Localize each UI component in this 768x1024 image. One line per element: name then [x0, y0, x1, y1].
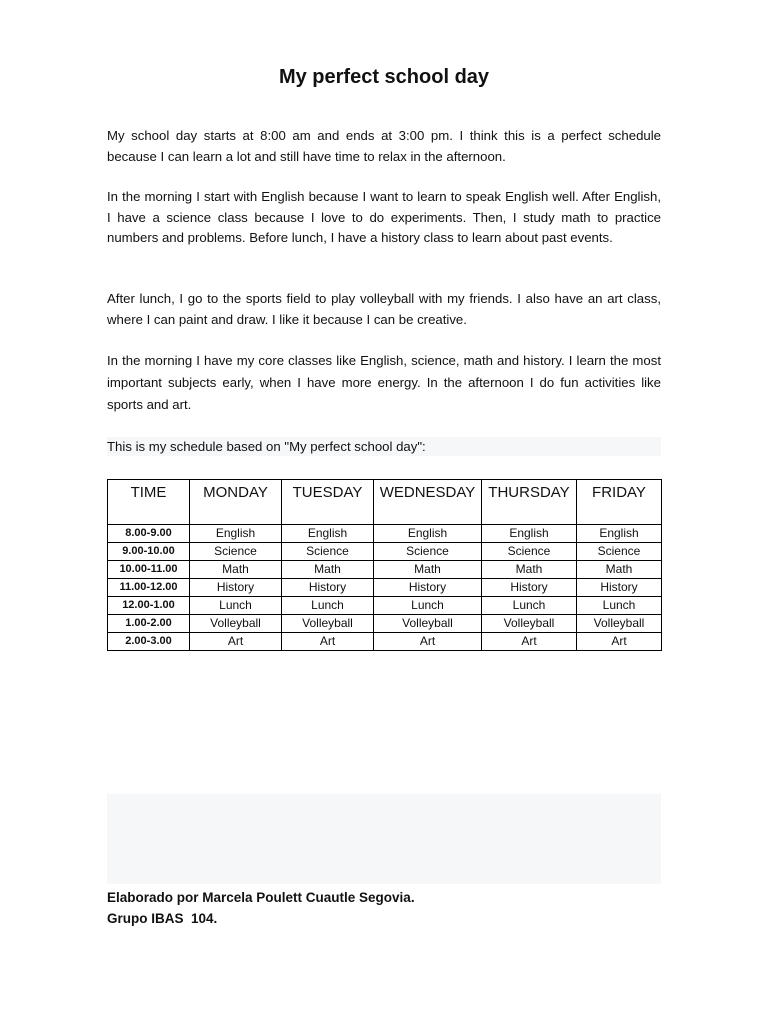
table-row	[108, 561, 662, 579]
class-cell: Art	[374, 633, 482, 651]
class-cell: History	[374, 579, 482, 597]
class-cell: Science	[577, 543, 662, 561]
class-cell: Lunch	[482, 597, 577, 615]
class-cell: Math	[482, 561, 577, 579]
header-time: TIME	[108, 480, 190, 525]
class-cell: Art	[482, 633, 577, 651]
class-cell: Art	[577, 633, 662, 651]
table-row	[108, 525, 662, 543]
author-credit: Elaborado por Marcela Poulett Cuautle Segovia.	[107, 890, 415, 905]
class-cell: English	[190, 525, 282, 543]
class-cell: Science	[190, 543, 282, 561]
time-cell: 10.00-11.00	[108, 561, 190, 579]
class-cell: History	[577, 579, 662, 597]
class-cell: English	[282, 525, 374, 543]
time-cell: 8.00-9.00	[108, 525, 190, 543]
class-cell: Volleyball	[482, 615, 577, 633]
table-row	[108, 615, 662, 633]
header-thursday: THURSDAY	[482, 480, 577, 525]
class-cell: Math	[577, 561, 662, 579]
time-cell: 2.00-3.00	[108, 633, 190, 651]
footer	[107, 887, 661, 929]
header-tuesday: TUESDAY	[282, 480, 374, 525]
table-row	[108, 597, 662, 615]
class-cell: Science	[282, 543, 374, 561]
class-cell: Lunch	[577, 597, 662, 615]
class-cell: Art	[190, 633, 282, 651]
table-row	[108, 543, 662, 561]
time-cell: 12.00-1.00	[108, 597, 190, 615]
time-cell: 9.00-10.00	[108, 543, 190, 561]
group-label: Grupo IBAS 104.	[107, 911, 218, 926]
class-cell: Math	[282, 561, 374, 579]
class-cell: Volleyball	[282, 615, 374, 633]
time-cell: 1.00-2.00	[108, 615, 190, 633]
page-title: My perfect school day	[278, 66, 490, 88]
class-cell: Art	[282, 633, 374, 651]
class-cell: English	[482, 525, 577, 543]
class-cell: Lunch	[190, 597, 282, 615]
class-cell: History	[482, 579, 577, 597]
header-friday: FRIDAY	[577, 480, 662, 525]
class-cell: Lunch	[282, 597, 374, 615]
class-cell: Science	[482, 543, 577, 561]
schedule-header-row	[108, 480, 662, 525]
class-cell: History	[190, 579, 282, 597]
class-cell: Volleyball	[374, 615, 482, 633]
schedule-intro: This is my schedule based on "My perfect school day":	[107, 437, 661, 456]
paragraph-afternoon: After lunch, I go to the sports field to play volleyball with my friends. I also have an art class, where I can paint and draw. I like it because I can be creative.	[107, 291, 661, 327]
class-cell: History	[282, 579, 374, 597]
header-wednesday: WEDNESDAY	[374, 480, 482, 525]
class-cell: English	[577, 525, 662, 543]
table-row	[108, 633, 662, 651]
time-cell: 11.00-12.00	[108, 579, 190, 597]
class-cell: Math	[374, 561, 482, 579]
paragraph-intro: My school day starts at 8:00 am and ends at 3:00 pm. I think this is a perfect schedule because I can learn a lot and still have time to relax in the afternoon.	[107, 128, 661, 164]
header-monday: MONDAY	[190, 480, 282, 525]
class-cell: Volleyball	[190, 615, 282, 633]
blank-content-area	[107, 794, 661, 884]
class-cell: Lunch	[374, 597, 482, 615]
class-cell: Volleyball	[577, 615, 662, 633]
schedule-table	[107, 479, 662, 651]
class-cell: English	[374, 525, 482, 543]
class-cell: Science	[374, 543, 482, 561]
class-cell: Math	[190, 561, 282, 579]
paragraph-morning: In the morning I start with English because I want to learn to speak English well. After English, I have a science class because I love to do experiments. Then, I study math to practice numbers and problems. Before lunch, I have a history class to learn about past events.	[107, 189, 661, 245]
table-row	[108, 579, 662, 597]
paragraph-summary: In the morning I have my core classes like English, science, math and history. I learn the most important subjects early, when I have more energy. In the afternoon I do fun activities like sports and art.	[107, 353, 661, 412]
